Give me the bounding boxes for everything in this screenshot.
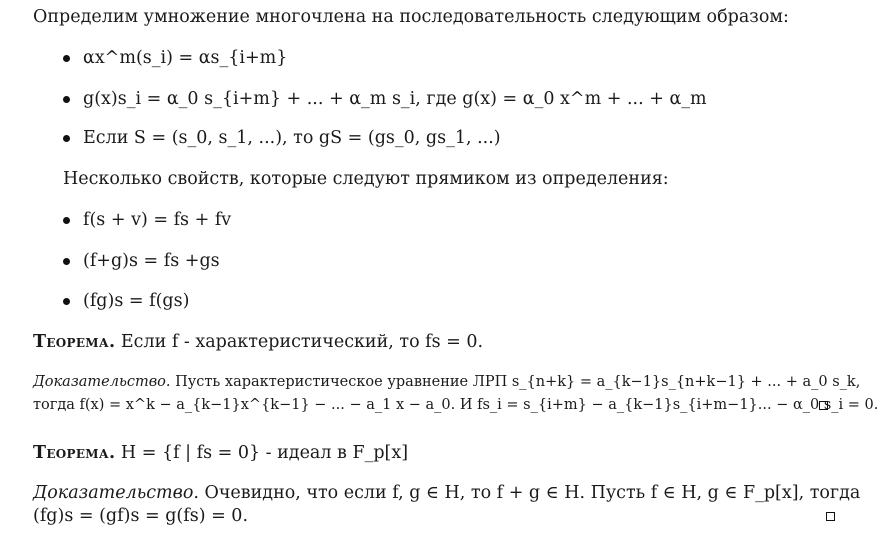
intro-text: Определим умножение многочлена на последовательность следующим образом: <box>33 7 789 27</box>
def-item-2: g(x)s_i = α_0 s_{i+m} + ... + α_m s_i, где g(x) = α_0 x^m + ... + α_m <box>83 89 707 109</box>
proof-label: Доказательство. <box>33 374 171 390</box>
proof-1-line-1 <box>33 371 860 393</box>
proof-text: Пусть характеристическое уравнение ЛРП s_{n+k} = a_{k−1}s_{n+k−1} + ... + a_0 s_k, <box>170 374 861 390</box>
proof-text: Очевидно, что если f, g ∈ H, то f + g ∈ H. Пусть f ∈ H, g ∈ F_p[x], тогда <box>198 483 861 503</box>
properties-intro: Несколько свойств, которые следуют прямиком из определения: <box>63 169 669 189</box>
def-item-3: Если S = (s_0, s_1, ...), то gS = (gs_0, gs_1, ...) <box>83 128 501 148</box>
theorem-label: Теорема. <box>33 332 116 352</box>
theorem-label: Теорема. <box>33 443 116 463</box>
bullet-marker <box>63 55 70 62</box>
proof-1-line-2: тогда f(x) = x^k − a_{k−1}x^{k−1} − ... − a_1 x − a_0. И fs_i = s_{i+m} − a_{k−1}s_{i+m−1}... − α_0 s_i = 0. <box>33 397 879 413</box>
bullet-marker <box>63 135 70 142</box>
proof-2-line-2: (fg)s = (gf)s = g(fs) = 0. <box>33 506 249 526</box>
proof-label: Доказательство. <box>33 483 199 503</box>
prop-item-3: (fg)s = f(gs) <box>83 291 190 311</box>
bullet-marker <box>63 298 70 305</box>
prop-item-2: (f+g)s = fs +gs <box>83 251 220 271</box>
qed-square-icon <box>826 512 835 521</box>
bullet-marker <box>63 258 70 265</box>
qed-square-icon <box>819 401 828 410</box>
theorem-text: Если f - характеристический, то fs = 0. <box>115 332 484 352</box>
prop-item-1: f(s + v) = fs + fv <box>83 210 232 230</box>
proof-2-line-1 <box>33 482 860 504</box>
theorem-2 <box>33 442 408 464</box>
theorem-text: H = {f | fs = 0} - идеал в F_p[x] <box>115 443 409 463</box>
theorem-1 <box>33 331 483 353</box>
bullet-marker <box>63 217 70 224</box>
def-item-1: αx^m(s_i) = αs_{i+m} <box>83 48 288 68</box>
bullet-marker <box>63 96 70 103</box>
